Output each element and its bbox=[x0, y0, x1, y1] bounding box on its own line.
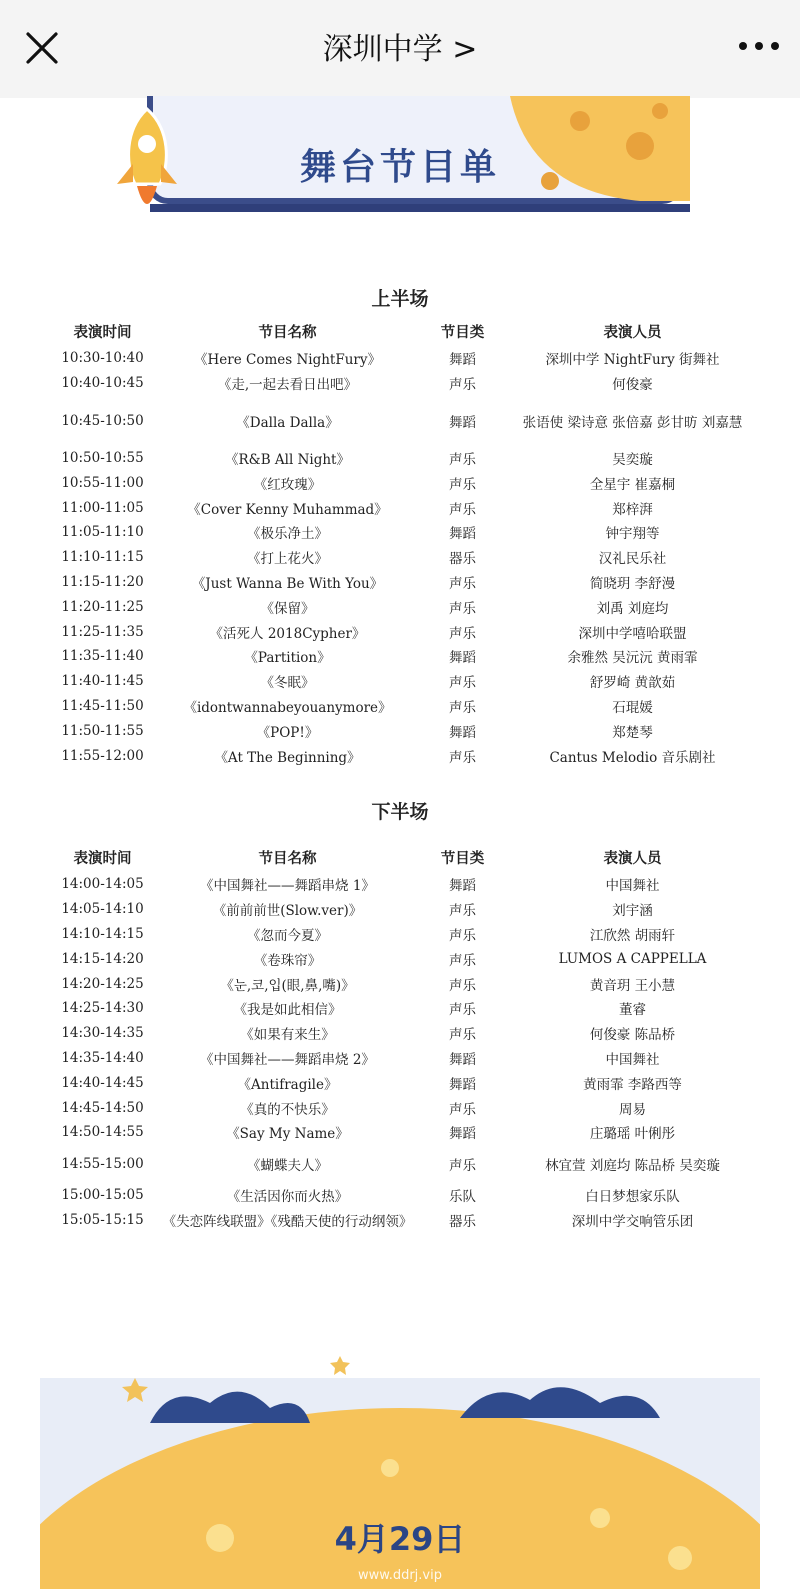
cell-type: 舞蹈 bbox=[449, 352, 476, 369]
cell-program: 《失恋阵线联盟》《残酷天使的行动纲领》 bbox=[162, 1213, 413, 1230]
cell-performers: 江欣然 胡雨轩 bbox=[589, 927, 676, 944]
cell-type: 舞蹈 bbox=[449, 526, 476, 543]
table-row bbox=[50, 371, 760, 396]
cell-program: 《卷珠帘》 bbox=[253, 952, 322, 969]
table-row bbox=[50, 594, 760, 619]
second-half-title: 下半场 bbox=[371, 801, 429, 823]
cell-performers: 郑楚琴 bbox=[612, 724, 653, 741]
cell-performers: 汉礼民乐社 bbox=[598, 551, 667, 568]
cell-performers: 白日梦想家乐队 bbox=[585, 1189, 680, 1206]
header-performers: 表演人员 bbox=[603, 323, 662, 341]
cell-type: 声乐 bbox=[449, 1101, 476, 1118]
table-row bbox=[50, 619, 760, 644]
cell-performers: 石琨媛 bbox=[612, 699, 653, 716]
header-type: 节目类 bbox=[440, 323, 485, 341]
cell-time: 14:15-14:20 bbox=[61, 950, 144, 967]
cell-program: 《极乐净土》 bbox=[247, 526, 328, 543]
cell-time: 14:25-14:30 bbox=[61, 1000, 144, 1017]
cell-performers: 刘宇涵 bbox=[612, 903, 653, 920]
cell-performers: LUMOS A CAPPELLA bbox=[558, 950, 707, 967]
more-dots-icon[interactable] bbox=[736, 34, 782, 58]
cell-performers: 何俊豪 bbox=[612, 377, 653, 394]
cell-program: 《前前前世(Slow.ver)》 bbox=[212, 903, 363, 920]
cell-performers: 何俊豪 陈品桥 bbox=[589, 1027, 676, 1044]
event-date: 4月29日 bbox=[334, 1520, 466, 1558]
cell-program: 《红玫瑰》 bbox=[253, 476, 322, 493]
cell-program: 《At The Beginning》 bbox=[214, 749, 361, 766]
table-row bbox=[50, 1046, 760, 1071]
cell-time: 14:20-14:25 bbox=[61, 975, 144, 992]
table-row bbox=[50, 396, 760, 446]
cell-time: 14:40-14:45 bbox=[61, 1074, 144, 1091]
cell-performers: 张语使 梁诗意 张倍嘉 彭甘昉 刘嘉慧 bbox=[522, 414, 743, 431]
header-program: 节目名称 bbox=[258, 849, 317, 867]
cell-time: 11:20-11:25 bbox=[61, 598, 144, 615]
cell-time: 10:45-10:50 bbox=[61, 412, 144, 429]
cell-program: 《Dalla Dalla》 bbox=[236, 414, 339, 431]
banner bbox=[0, 96, 800, 236]
first-half-title: 上半场 bbox=[371, 288, 429, 310]
cell-program: 《蝴蝶夫人》 bbox=[247, 1157, 328, 1174]
cell-program: 《中国舞社——舞蹈串烧 2》 bbox=[200, 1051, 375, 1068]
table-row bbox=[50, 669, 760, 694]
table-row bbox=[50, 718, 760, 743]
cell-performers: 黄音玥 王小慧 bbox=[589, 977, 676, 994]
cell-type: 乐队 bbox=[449, 1189, 476, 1206]
watermark: www.ddrj.vip bbox=[358, 1568, 442, 1583]
cell-program: 《Antifragile》 bbox=[237, 1076, 338, 1093]
cell-program: 《忽而今夏》 bbox=[247, 927, 328, 944]
cell-performers: 董睿 bbox=[619, 1002, 646, 1019]
table-row bbox=[50, 1120, 760, 1145]
table-row bbox=[50, 946, 760, 971]
cell-time: 11:15-11:20 bbox=[61, 573, 144, 590]
table-row bbox=[50, 570, 760, 595]
cell-time: 11:25-11:35 bbox=[61, 623, 144, 640]
table-row bbox=[50, 644, 760, 669]
cell-type: 声乐 bbox=[449, 749, 476, 766]
table-row bbox=[50, 872, 760, 897]
cell-time: 14:00-14:05 bbox=[61, 876, 144, 893]
cell-program: 《POP!》 bbox=[256, 724, 319, 741]
cell-program: 《Cover Kenny Muhammad》 bbox=[187, 501, 388, 518]
table-row bbox=[50, 971, 760, 996]
cell-performers: 深圳中学 NightFury 街舞社 bbox=[545, 352, 720, 369]
cell-time: 15:05-15:15 bbox=[61, 1211, 144, 1228]
cell-performers: 简晓玥 李舒漫 bbox=[589, 575, 676, 592]
header-performers: 表演人员 bbox=[603, 849, 662, 867]
cell-performers: 全星宇 崔嘉桐 bbox=[589, 476, 676, 493]
cell-type: 舞蹈 bbox=[449, 414, 476, 431]
header-program: 节目名称 bbox=[258, 323, 317, 341]
cell-performers: Cantus Melodio 音乐剧社 bbox=[549, 749, 716, 766]
cell-time: 11:40-11:45 bbox=[61, 673, 144, 690]
cell-program: 《idontwannabeyouanymore》 bbox=[183, 699, 392, 716]
cell-time: 11:45-11:50 bbox=[61, 697, 144, 714]
table-row bbox=[50, 922, 760, 947]
first-half-table bbox=[50, 316, 760, 768]
cell-program: 《Here Comes NightFury》 bbox=[194, 352, 381, 369]
header-time: 表演时间 bbox=[73, 323, 132, 341]
cell-performers: 余雅然 吴沅沅 黄雨霏 bbox=[567, 650, 698, 667]
cell-type: 声乐 bbox=[449, 575, 476, 592]
cell-type: 声乐 bbox=[449, 377, 476, 394]
cell-type: 器乐 bbox=[449, 1213, 476, 1230]
cell-time: 14:50-14:55 bbox=[61, 1124, 144, 1141]
cell-performers: 刘禹 刘庭均 bbox=[596, 600, 669, 617]
cell-type: 声乐 bbox=[449, 476, 476, 493]
cell-type: 舞蹈 bbox=[449, 1051, 476, 1068]
cell-performers: 郑梓湃 bbox=[612, 501, 653, 518]
cell-program: 《中国舞社——舞蹈串烧 1》 bbox=[200, 878, 375, 895]
cell-time: 11:35-11:40 bbox=[61, 648, 144, 665]
cell-time: 15:00-15:05 bbox=[61, 1187, 144, 1204]
cell-program: 《R&B All Night》 bbox=[225, 451, 350, 468]
cell-program: 《Partition》 bbox=[244, 650, 331, 667]
cell-type: 声乐 bbox=[449, 675, 476, 692]
cell-program: 《走,一起去看日出吧》 bbox=[217, 377, 358, 394]
cell-time: 11:55-12:00 bbox=[61, 747, 144, 764]
cell-performers: 中国舞社 bbox=[605, 878, 660, 895]
table-header-row bbox=[50, 842, 760, 872]
cell-performers: 深圳中学嘻哈联盟 bbox=[578, 625, 687, 642]
cell-time: 11:05-11:10 bbox=[61, 524, 144, 541]
table-header-row bbox=[50, 316, 760, 346]
table-row bbox=[50, 470, 760, 495]
cell-type: 舞蹈 bbox=[449, 650, 476, 667]
cell-time: 14:55-15:00 bbox=[61, 1155, 144, 1172]
cell-type: 声乐 bbox=[449, 952, 476, 969]
cell-time: 14:30-14:35 bbox=[61, 1025, 144, 1042]
table-row bbox=[50, 694, 760, 719]
top-bar bbox=[0, 0, 800, 98]
cell-type: 声乐 bbox=[449, 600, 476, 617]
cell-performers: 周易 bbox=[619, 1101, 646, 1118]
cell-type: 声乐 bbox=[449, 451, 476, 468]
table-row bbox=[50, 520, 760, 545]
cell-performers: 黄雨霏 李路西等 bbox=[583, 1076, 682, 1093]
table-row bbox=[50, 1208, 760, 1233]
cell-time: 10:40-10:45 bbox=[61, 375, 144, 392]
header-type: 节目类 bbox=[440, 849, 485, 867]
cell-type: 声乐 bbox=[449, 501, 476, 518]
cell-type: 舞蹈 bbox=[449, 1076, 476, 1093]
cell-time: 11:00-11:05 bbox=[61, 499, 144, 516]
cell-type: 声乐 bbox=[449, 927, 476, 944]
cell-performers: 林宜萱 刘庭均 陈品桥 吴奕璇 bbox=[545, 1157, 720, 1174]
header-time: 表演时间 bbox=[73, 849, 132, 867]
cell-performers: 深圳中学交响管乐团 bbox=[571, 1213, 694, 1230]
table-row bbox=[50, 545, 760, 570]
cell-performers: 吴奕璇 bbox=[612, 451, 653, 468]
table-row bbox=[50, 1145, 760, 1183]
table-row bbox=[50, 1183, 760, 1208]
cell-type: 声乐 bbox=[449, 903, 476, 920]
cell-program: 《如果有来生》 bbox=[240, 1027, 335, 1044]
table-row bbox=[50, 1021, 760, 1046]
cell-performers: 庄璐瑶 叶俐彤 bbox=[589, 1126, 676, 1143]
cell-program: 《Say My Name》 bbox=[226, 1126, 349, 1143]
second-half-table bbox=[50, 842, 760, 1232]
table-row bbox=[50, 1095, 760, 1120]
cell-type: 声乐 bbox=[449, 1027, 476, 1044]
cell-program: 《Just Wanna Be With You》 bbox=[191, 575, 384, 592]
page-title[interactable]: 深圳中学 > bbox=[322, 32, 478, 67]
cell-time: 14:10-14:15 bbox=[61, 925, 144, 942]
cell-performers: 舒罗崎 黄歆茹 bbox=[589, 675, 676, 692]
cell-program: 《눈,코,입(眼,鼻,嘴)》 bbox=[220, 977, 355, 994]
cell-program: 《真的不快乐》 bbox=[240, 1101, 335, 1118]
cell-type: 声乐 bbox=[449, 625, 476, 642]
cell-type: 声乐 bbox=[449, 1002, 476, 1019]
table-row bbox=[50, 897, 760, 922]
cell-program: 《保留》 bbox=[260, 600, 315, 617]
cell-performers: 中国舞社 bbox=[605, 1051, 660, 1068]
banner-title: 舞台节目单 bbox=[299, 147, 500, 188]
cell-program: 《我是如此相信》 bbox=[233, 1002, 342, 1019]
cell-program: 《生活因你而火热》 bbox=[226, 1189, 349, 1206]
cell-type: 舞蹈 bbox=[449, 1126, 476, 1143]
cell-type: 器乐 bbox=[449, 551, 476, 568]
cell-program: 《冬眠》 bbox=[260, 675, 315, 692]
cell-program: 《打上花火》 bbox=[247, 551, 328, 568]
table-row bbox=[50, 1070, 760, 1095]
cell-performers: 钟宇翔等 bbox=[605, 526, 660, 543]
table-row bbox=[50, 495, 760, 520]
cell-time: 14:35-14:40 bbox=[61, 1049, 144, 1066]
table-row bbox=[50, 996, 760, 1021]
cell-type: 舞蹈 bbox=[449, 878, 476, 895]
cell-time: 10:55-11:00 bbox=[61, 474, 144, 491]
table-row bbox=[50, 743, 760, 768]
cell-time: 14:45-14:50 bbox=[61, 1099, 144, 1116]
cell-time: 14:05-14:10 bbox=[61, 901, 144, 918]
cell-type: 声乐 bbox=[449, 977, 476, 994]
cell-time: 10:30-10:40 bbox=[61, 350, 144, 367]
cell-time: 11:10-11:15 bbox=[61, 549, 144, 566]
cell-type: 声乐 bbox=[449, 699, 476, 716]
cell-time: 11:50-11:55 bbox=[61, 722, 144, 739]
cell-time: 10:50-10:55 bbox=[61, 449, 144, 466]
cell-type: 声乐 bbox=[449, 1157, 476, 1174]
table-row bbox=[50, 446, 760, 471]
cell-type: 舞蹈 bbox=[449, 724, 476, 741]
cell-program: 《活死人 2018Cypher》 bbox=[209, 625, 366, 642]
table-row bbox=[50, 346, 760, 371]
